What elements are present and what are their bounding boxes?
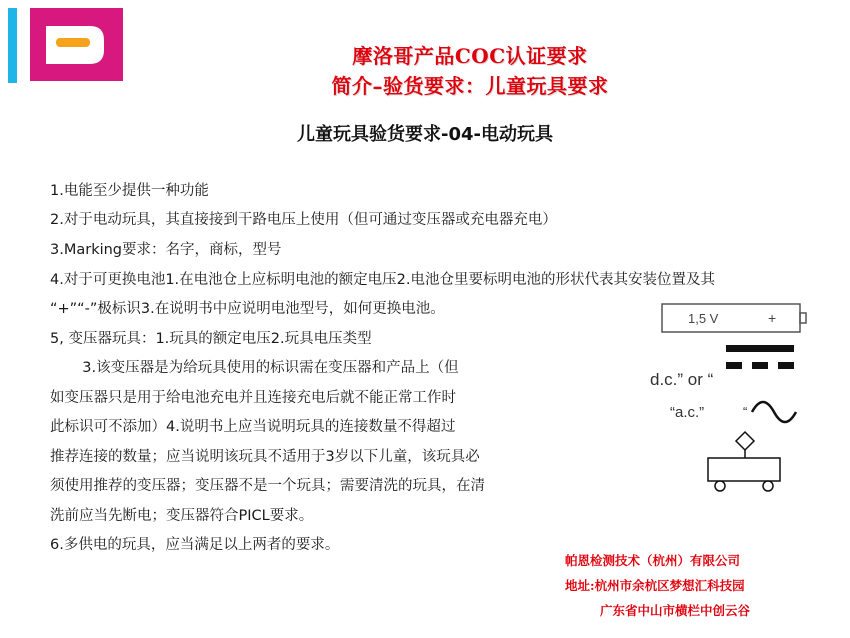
body-line-6: 5, 变压器玩具：1.玩具的额定电压2.玩具电压类型 [50, 331, 372, 347]
battery-symbol-icon [662, 304, 806, 332]
company-address-1: 地址:杭州市余杭区梦想汇科技园 [565, 578, 745, 593]
body-line-11: 须使用推荐的变压器；变压器不是一个玩具；需要清洗的玩具，在清 [50, 478, 485, 494]
dc-label: d.c.” or “ [650, 370, 714, 389]
body-line-2: 2.对于电动玩具，其直接接到干路电压上使用（但可通过变压器或充电器充电） [50, 212, 557, 228]
battery-plus-sign: + [768, 310, 777, 326]
dc-symbol-icon [726, 345, 794, 369]
section-subtitle: 儿童玩具验货要求-04-电动玩具 [297, 124, 553, 145]
page-title: 摩洛哥产品COC认证要求 [352, 44, 588, 68]
body-line-8: 如变压器只是用于给电池充电并且连接充电后就不能正常工作时 [50, 390, 456, 406]
company-name: 帕恩检测技术（杭州）有限公司 [565, 553, 741, 568]
body-line-1: 1.电能至少提供一种功能 [50, 183, 209, 199]
body-line-5: “+”“-”极标识3.在说明书中应说明电池型号，如何更换电池。 [50, 301, 445, 317]
ac-open-quote: “ [743, 404, 748, 419]
body-line-7: 3.该变压器是为给玩具使用的标识需在变压器和产品上（但 [50, 360, 459, 376]
ac-label: “a.c.” [670, 404, 705, 421]
battery-voltage-label: 1,5 V [688, 311, 719, 326]
body-line-9: 此标识可不添加）4.说明书上应当说明玩具的连接数量不得超过 [50, 419, 456, 435]
body-line-12: 洗前应当先断电；变压器符合PICL要求。 [50, 508, 314, 524]
toy-transformer-icon [708, 432, 780, 491]
body-line-3: 3.Marking要求：名字，商标，型号 [50, 242, 282, 258]
body-line-4: 4.对于可更换电池1.在电池仓上应标明电池的额定电压2.电池仓里要标明电池的形状代表其安装位置及其 [50, 272, 715, 288]
page-title-secondary: 简介–验货要求：儿童玩具要求 [331, 74, 609, 98]
ac-symbol-icon [752, 402, 796, 422]
marking-symbols-diagram [640, 300, 830, 500]
body-line-13: 6.多供电的玩具，应当满足以上两者的要求。 [50, 537, 340, 553]
brand-logo [8, 8, 123, 83]
company-address-2: 广东省中山市横栏中创云谷 [600, 603, 751, 618]
body-line-10: 推荐连接的数量；应当说明该玩具不适用于3岁以下儿童，该玩具必 [50, 449, 480, 465]
